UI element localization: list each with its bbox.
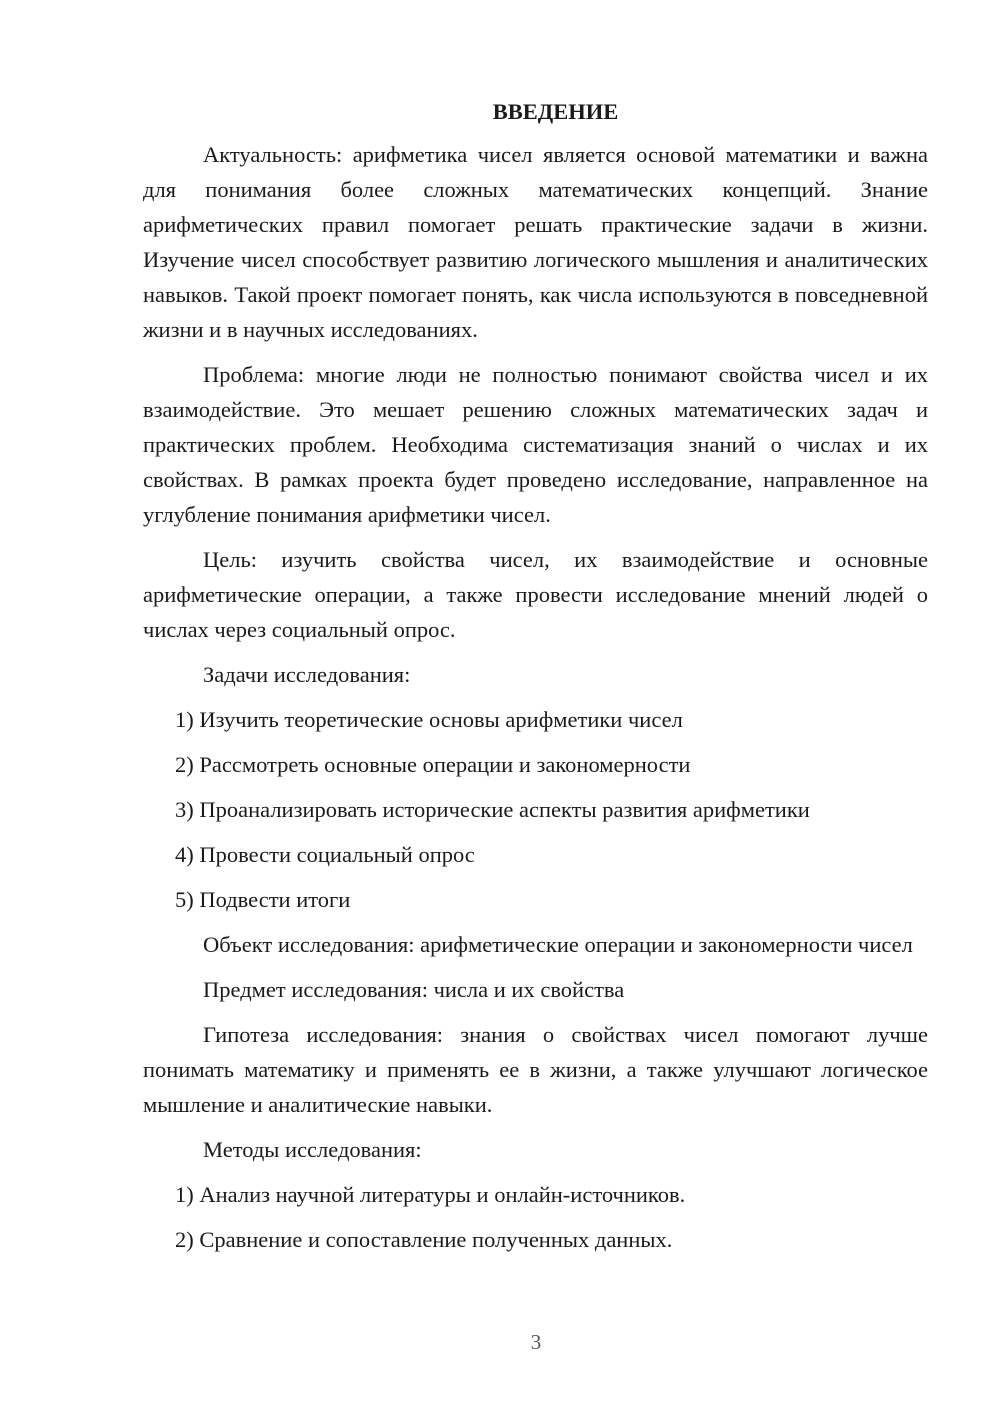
task-item: 5) Подвести итоги — [175, 887, 351, 912]
tasks-list — [143, 702, 928, 917]
page-number: 3 — [530, 1330, 542, 1354]
methods-list — [143, 1177, 928, 1257]
method-item: 2) Сравнение и сопоставление полученных данных. — [175, 1227, 673, 1252]
subject-paragraph: Предмет исследования: числа и их свойства — [203, 977, 625, 1002]
problem-paragraph: Проблема: многие люди не полностью понимают свойства чисел и их взаимодействие. Это мешает решению сложных математических задач и практических проблем. Необходима систематизация знаний о числах и их свойствах. В рамках проекта будет проведено исследование, направленное на углубление понимания арифметики чисел. — [143, 362, 928, 527]
page-content — [143, 94, 928, 1267]
task-item: 2) Рассмотреть основные операции и закономерности — [175, 752, 691, 777]
tasks-heading: Задачи исследования: — [203, 662, 411, 687]
object-paragraph: Объект исследования: арифметические операции и закономерности чисел — [203, 932, 913, 957]
method-item: 1) Анализ научной литературы и онлайн-источников. — [175, 1182, 686, 1207]
goal-paragraph: Цель: изучить свойства чисел, их взаимодействие и основные арифметические операции, а также провести исследование мнений людей о числах через социальный опрос. — [143, 547, 928, 642]
task-item: 4) Провести социальный опрос — [175, 842, 475, 867]
task-item: 3) Проанализировать исторические аспекты развития арифметики — [175, 797, 810, 822]
section-title: ВВЕДЕНИЕ — [492, 99, 619, 124]
hypothesis-paragraph: Гипотеза исследования: знания о свойствах чисел помогают лучше понимать математику и применять ее в жизни, а также улучшают логическое мышление и аналитические навыки. — [143, 1022, 928, 1117]
task-item: 1) Изучить теоретические основы арифметики чисел — [175, 707, 683, 732]
relevance-paragraph: Актуальность: арифметика чисел является основой математики и важна для понимания более сложных математических концепций. Знание арифметических правил помогает решать практические задачи в жизни. Изучение чисел способствует развитию логического мышления и аналитических навыков. Такой проект помогает понять, как числа используются в повседневной жизни и в научных исследованиях. — [143, 142, 928, 342]
methods-heading: Методы исследования: — [203, 1137, 422, 1162]
